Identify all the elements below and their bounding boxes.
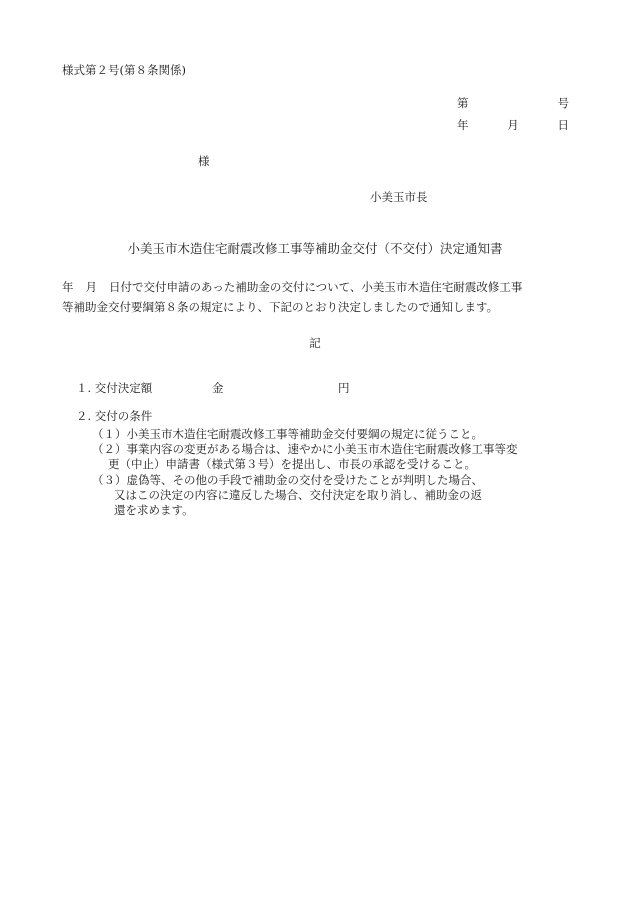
condition-2-line-1: （２）事業内容の変更がある場合は、速やかに小美玉市木造住宅耐震改修工事等変: [92, 442, 518, 456]
item-grant-amount-kin: 金: [212, 381, 224, 395]
date-year-label: 年: [457, 118, 469, 132]
condition-3-line-2: 又はこの決定の内容に違反した場合、交付決定を取り消し、補助金の返: [114, 488, 482, 502]
condition-2-line-2: 更（中止）申請書（様式第３号）を提出し、市長の承認を受けること。: [108, 457, 476, 471]
condition-3-line-1: （３）虚偽等、その他の手段で補助金の交付を受けたことが判明した場合、: [92, 473, 483, 487]
item-grant-amount-unit: 円: [338, 381, 350, 395]
body-line-1-text: 日付で交付申請のあった補助金の交付について、小美玉市木造住宅耐震改修工事: [109, 280, 523, 294]
item-conditions-label: ２. 交付の条件: [76, 409, 153, 423]
issuer-name: 小美玉市長: [370, 190, 428, 204]
body-month-label: 月: [85, 280, 97, 294]
form-number-label: 様式第２号(第８条関係): [62, 63, 186, 77]
date-month-label: 月: [507, 118, 519, 132]
condition-3-line-3: 還を求めます。: [114, 503, 194, 517]
item-grant-amount-label: １. 交付決定額: [76, 381, 153, 395]
document-number-suffix: 号: [557, 96, 569, 110]
date-line: [457, 119, 569, 133]
body-line-2: 等補助金交付要綱第８条の規定により、下記のとおり決定しましたので通知します。: [62, 300, 499, 314]
addressee-honorific: 様: [198, 154, 210, 168]
body-line-1: [62, 281, 522, 295]
body-year-label: 年: [62, 280, 74, 294]
item-grant-amount: [76, 381, 350, 396]
document-number-prefix: 第: [457, 96, 469, 110]
date-day-label: 日: [557, 118, 569, 132]
document-title: 小美玉市木造住宅耐震改修工事等補助金交付（不交付）決定通知書: [127, 241, 503, 256]
document-number-line: [457, 97, 569, 111]
condition-1: （１）小美玉市木造住宅耐震改修工事等補助金交付要綱の規定に従うこと。: [92, 427, 483, 441]
ki-heading: 記: [309, 336, 321, 350]
